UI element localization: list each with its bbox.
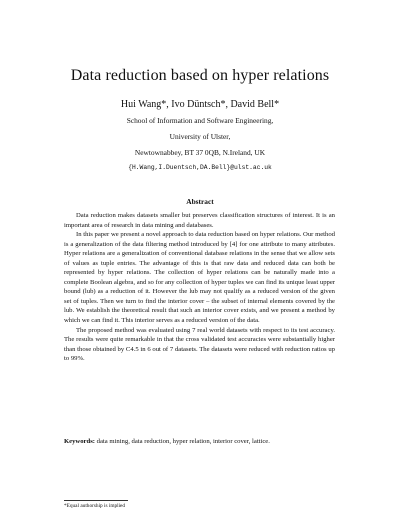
- abstract-paragraph: The proposed method was evaluated using 7 real world datasets with respect to its test accuracy. The results were quite remarkable in that the cross validated test accuracies were substantially higher than those obtained by C4.5 in 6 out of 7 datasets. The datasets were reduced with reduction ratios up to 99%.: [64, 326, 335, 363]
- footnote: *Equal authorship is implied: [64, 503, 126, 509]
- author-list: Hui Wang*, Ivo Düntsch*, David Bell*: [120, 99, 280, 110]
- keywords: [64, 437, 335, 447]
- abstract-paragraph: In this paper we present a novel approach to data reduction based on hyper relations. Our method is a generalization of the data filtering method introduced by [4] for one attribute to many attributes. Hyper relations are a generalization of conventional database relations in the sense that we allow sets of values as tuple entries. The advantage of this is that raw data and reduced data can both be represented by hyper relations. The collection of hyper relations can be naturally made into a complete Boolean algebra, and so for any collection of hyper tuples we can find its unique least upper bound (lub) as a reduction of it. However the lub may not qualify as a reduced version of the given set of tuples. Then we turn to find the interior cover – the subset of internal elements covered by the lub. We establish the theoretical result that such an interior cover exists, and we present a method by which we can find it. This interior serves as a reduced version of the data.: [64, 231, 335, 325]
- affiliation-line-1: School of Information and Software Engineering,: [126, 116, 274, 125]
- author-email: {H.Wang,I.Duentsch,DA.Bell}@ulst.ac.uk: [128, 164, 272, 171]
- abstract-paragraph: Data reduction makes datasets smaller but preserves classification structures of interest. It is an important area of research in data mining and databases.: [64, 212, 335, 229]
- abstract-heading: Abstract: [186, 197, 214, 206]
- keywords-label: Keywords:: [64, 438, 95, 445]
- abstract-body: [64, 211, 335, 364]
- keywords-text: data mining, data reduction, hyper relation, interior cover, lattice.: [95, 438, 270, 445]
- paper-title: Data reduction based on hyper relations: [70, 67, 330, 84]
- footnote-rule: [64, 500, 128, 501]
- affiliation-line-3: Newtownabbey, BT 37 0QB, N.Ireland, UK: [134, 148, 266, 157]
- affiliation-line-2: University of Ulster,: [169, 132, 231, 141]
